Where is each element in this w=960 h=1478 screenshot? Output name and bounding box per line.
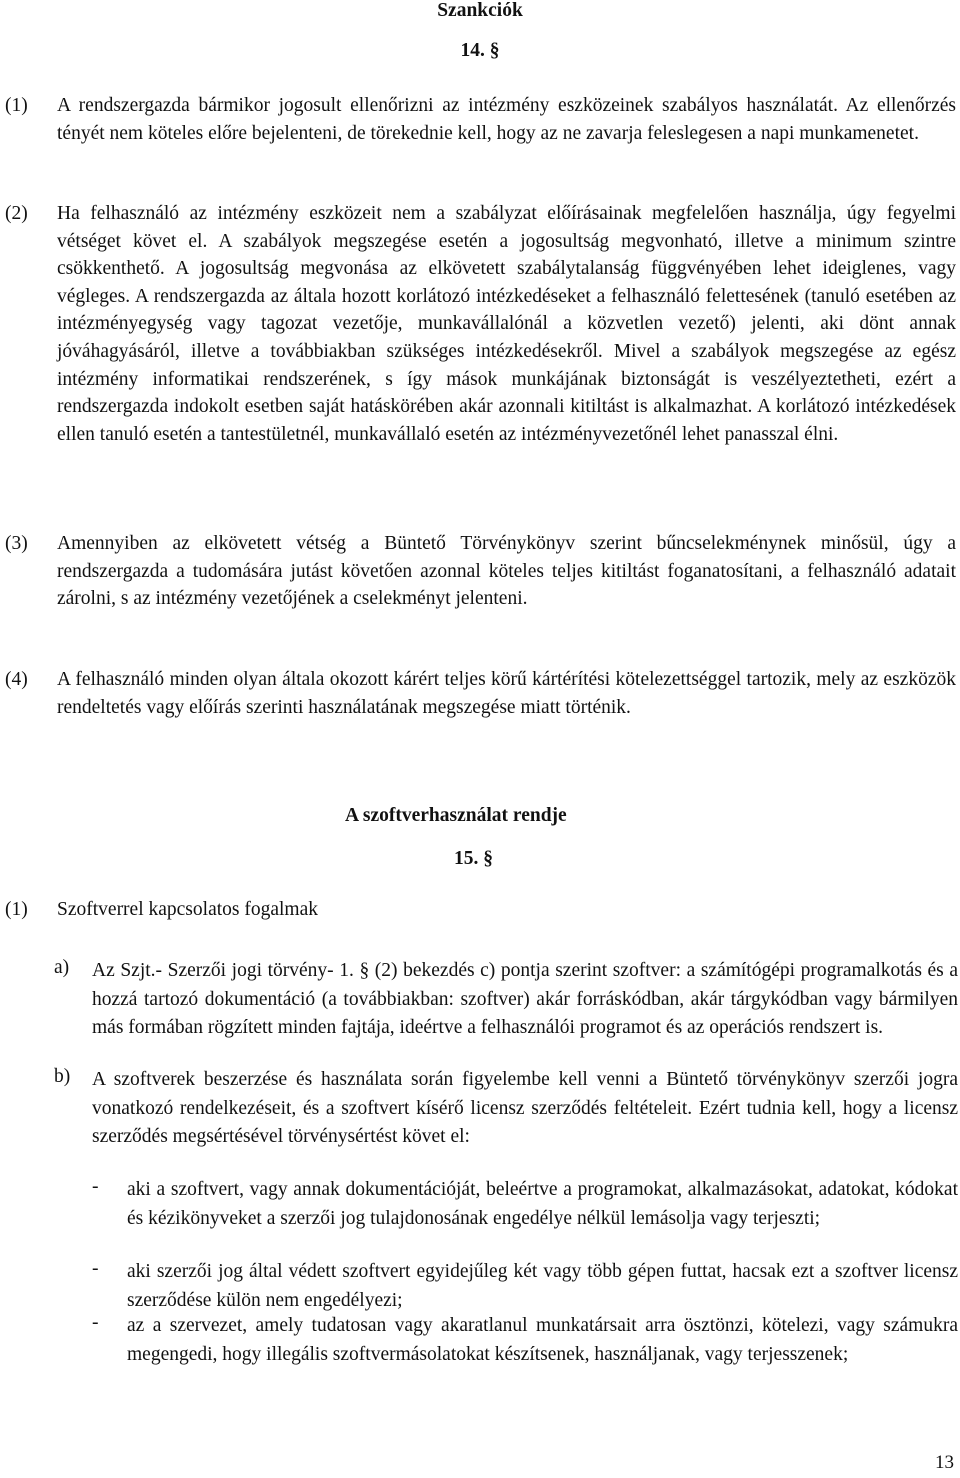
list-letter: a) bbox=[54, 957, 70, 978]
paragraph-number: (3) bbox=[5, 533, 28, 554]
dash-mark: - bbox=[92, 1258, 99, 1279]
list-text: Az Szjt.- Szerzői jogi törvény- 1. § (2) bekezdés c) pontja szerint szoftver: a számítógépi programalkotás és a hozzá tartozó dokumentáció (a továbbiakban: szoftver) akár forráskódban, akár tárgykódban vagy bármilyen más formában rögzített minden fajtája, ideértve a felhasználói programot és az operációs rendszert is. bbox=[92, 960, 958, 1039]
paragraph-number: (1) bbox=[5, 95, 28, 116]
paragraph-text: A felhasználó minden olyan általa okozott kárért teljes körű kártérítési kötelezettséggel tartozik, mely az eszközök rendeltetés vagy előírás szerinti használatának megszegése miatt történik. bbox=[57, 669, 956, 718]
paragraph-text: A rendszergazda bármikor jogosult ellenőrizni az intézmény eszközeinek szabályos használatát. Az ellenőrzés tényét nem köteles előre bejelenteni, de törekednie kell, hogy az ne zavarja feleslegesen a napi munkamenetet. bbox=[57, 95, 956, 144]
paragraph-text: Ha felhasználó az intézmény eszközeit nem a szabályzat előírásainak megfelelően használja, úgy fegyelmi vétséget követ el. A szabályok megszegése esetén a jogosultság megvonható, illetve a minimum szintre csökkenthető. A jogosultság megvonása az elkövetett szabálytalanság függvényében lehet ideiglenes, vagy végleges. A rendszergazda az általa hozott korlátozó intézkedéseket a felhasználó felettesének (tanuló esetében az intézményegység vagy tagozat vezetője, munkavállalónál a közvetlen vezető) jelenti, aki dönt annak jóváhagyásáról, illetve a továbbiakban szükséges intézkedésekről. Mivel a szabályok megszegése az egész intézmény informatikai rendszerének, s így mások munkájának biztonságát is veszélyeztetheti, ezért a rendszergazda indokolt esetben saját hatáskörében akár azonnali kitiltást is alkalmazhat. A korlátozó intézkedések ellen tanuló esetén a tantestületnél, munkavállaló esetén az intézményvezetőnél lehet panasszal élni. bbox=[57, 203, 956, 445]
section-15-title: A szoftverhasználat rendje bbox=[345, 805, 567, 826]
dash-text: aki a szoftvert, vagy annak dokumentációját, beleértve a programokat, alkalmazásokat, adatokat, kódokat és kézikönyveket a szerzői jog tulajdonosának engedélye nélkül lemásolja vagy terjeszti; bbox=[127, 1179, 958, 1229]
page-number: 13 bbox=[935, 1452, 954, 1473]
paragraph-number: (1) bbox=[5, 899, 28, 920]
section-14-number: 14. § bbox=[460, 40, 500, 61]
section-15-number: 15. § bbox=[454, 848, 493, 869]
paragraph-number: (4) bbox=[5, 669, 28, 690]
dash-mark: - bbox=[92, 1176, 99, 1197]
dash-text: aki szerzői jog által védett szoftvert egyidejűleg két vagy több gépen futtat, hacsak ezt a szoftver licensz szerződése külön nem engedélyezi; bbox=[127, 1261, 958, 1311]
list-letter: b) bbox=[54, 1066, 71, 1087]
paragraph-number: (2) bbox=[5, 203, 28, 224]
list-text: A szoftverek beszerzése és használata során figyelembe kell venni a Büntető törvénykönyv szerzői jogra vonatkozó rendelkezéseit, és a szoftvert kísérő licensz szerződés feltételeit. Ezért tudnia kell, hogy a licensz szerződés megsértésével törvénysértést követ el: bbox=[92, 1069, 958, 1148]
dash-text: az a szervezet, amely tudatosan vagy akaratlanul munkatársait arra ösztönzi, kötelezi, vagy számukra megengedi, hogy illegális szoftvermásolatokat készítsenek, használjanak, vagy terjesszenek; bbox=[127, 1315, 958, 1365]
paragraph-text: Szoftverrel kapcsolatos fogalmak bbox=[57, 899, 318, 920]
dash-mark: - bbox=[92, 1312, 99, 1333]
paragraph-text: Amennyiben az elkövetett vétség a Büntető Törvénykönyv szerint bűncselekménynek minősül, úgy a rendszergazda a tudomására jutást követően azonnal köteles teljes kitiltást foganatosítani, a felhasználó adatait zárolni, s az intézmény vezetőjének a cselekményt jelenteni. bbox=[57, 533, 956, 610]
section-14-title: Szankciók bbox=[437, 0, 523, 21]
